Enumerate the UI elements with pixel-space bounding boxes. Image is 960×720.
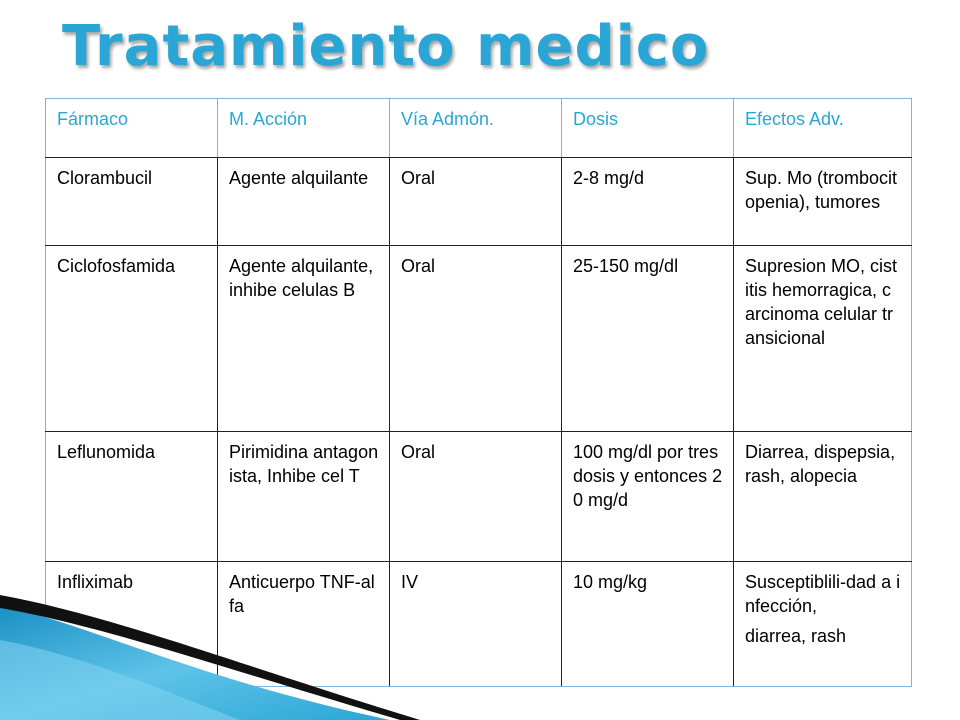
table-row — [46, 246, 912, 432]
cell-dosis: 25-150 mg/dl — [562, 246, 734, 432]
header-mecanismo-accion: M. Acción — [218, 99, 390, 158]
cell-via: IV — [390, 562, 562, 687]
header-efectos-adversos: Efectos Adv. — [734, 99, 912, 158]
cell-via: Oral — [390, 432, 562, 562]
cell-via: Oral — [390, 246, 562, 432]
cell-dosis: 100 mg/dl por tres dosis y entonces 20 mg/d — [562, 432, 734, 562]
header-farmaco: Fármaco — [46, 99, 218, 158]
cell-efectos-line2: diarrea, rash — [745, 626, 847, 646]
cell-dosis: 2-8 mg/d — [562, 158, 734, 246]
cell-efectos: Diarrea, dispepsia, rash, alopecia — [734, 432, 912, 562]
header-via-administracion: Vía Admón. — [390, 99, 562, 158]
cell-farmaco: Leflunomida — [46, 432, 218, 562]
cell-efectos: Sup. Mo (trombocitopenia), tumores — [734, 158, 912, 246]
table-row — [46, 432, 912, 562]
cell-mecanismo: Anticuerpo TNF-alfa — [218, 562, 390, 687]
slide-title: Tratamiento medico — [62, 14, 710, 79]
cell-efectos: Supresion MO, cistitis hemorragica, carcinoma celular transicional — [734, 246, 912, 432]
table-row — [46, 158, 912, 246]
header-dosis: Dosis — [562, 99, 734, 158]
cell-farmaco: Infliximab — [46, 562, 218, 687]
cell-mecanismo: Agente alquilante, inhibe celulas B — [218, 246, 390, 432]
cell-farmaco: Ciclofosfamida — [46, 246, 218, 432]
cell-dosis: 10 mg/kg — [562, 562, 734, 687]
cell-farmaco: Clorambucil — [46, 158, 218, 246]
cell-efectos-line1: Susceptiblili-dad a infección, — [745, 572, 901, 616]
table-header-row — [46, 99, 912, 158]
cell-efectos — [734, 562, 912, 687]
cell-mecanismo: Agente alquilante — [218, 158, 390, 246]
cell-via: Oral — [390, 158, 562, 246]
cell-mecanismo: Pirimidina antagonista, Inhibe cel T — [218, 432, 390, 562]
decorative-swoosh — [0, 570, 420, 720]
